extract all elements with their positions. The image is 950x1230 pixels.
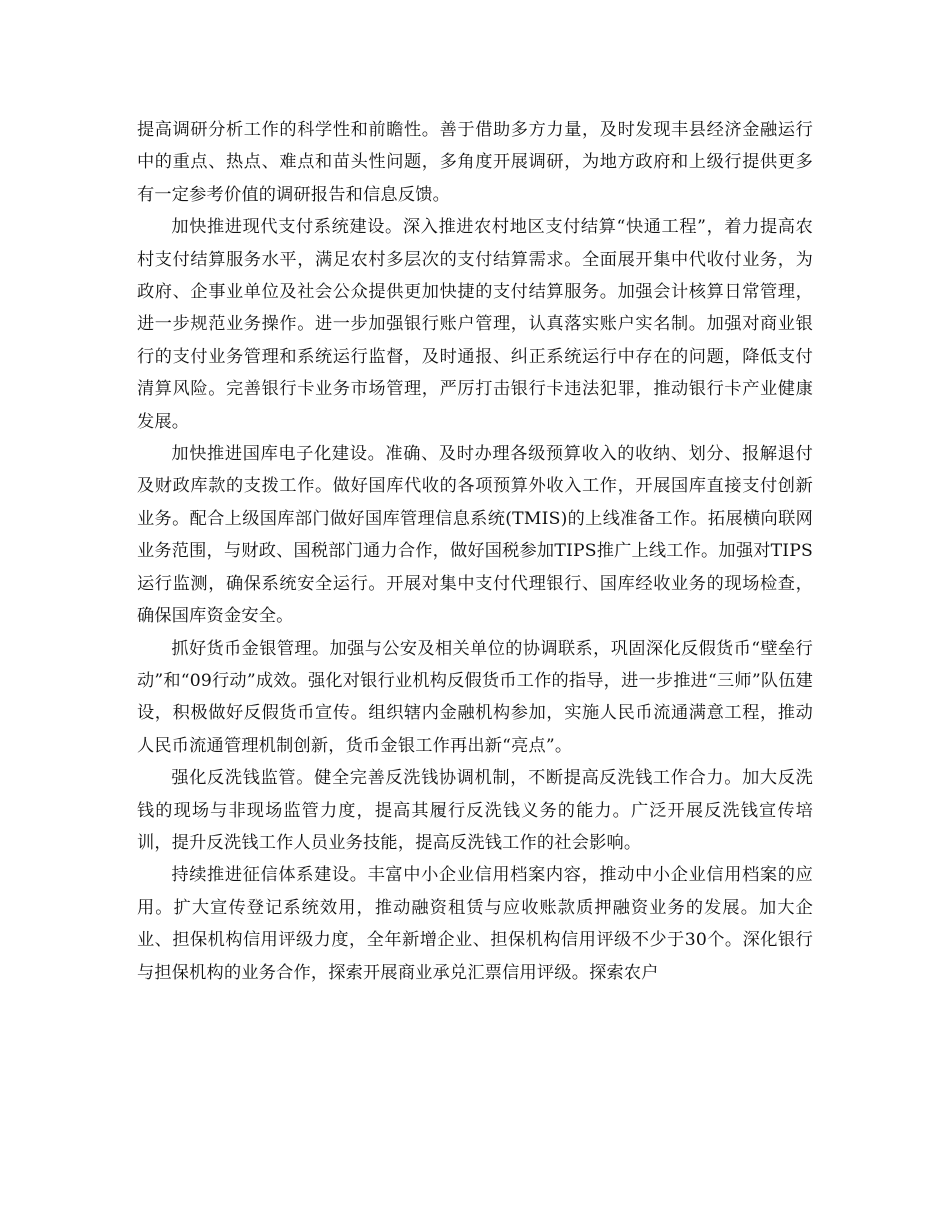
paragraph-currency: 抓好货币金银管理。加强与公安及相关单位的协调联系，巩固深化反假货币“壁垒行动”和“09行动”成效。强化对银行业机构反假货币工作的指导，进一步推进“三师”队伍建设，积极做好反假货币宣传。组织辖内金融机构参加，实施人民币流通满意工程，推动人民币流通管理机制创新，货币金银工作再出新“亮点”。	[137, 638, 813, 756]
paragraph-payment-system: 加快推进现代支付系统建设。深入推进农村地区支付结算“快通工程”，着力提高农村支付结算服务水平，满足农村多层次的支付结算需求。全面展开集中代收付业务，为政府、企事业单位及社会公众提供更加快捷的支付结算服务。加强会计核算日常管理，进一步规范业务操作。进一步加强银行账户管理，认真落实账户实名制。加强对商业银行的支付业务管理和系统运行监督，及时通报、纠正系统运行中存在的问题，降低支付清算风险。完善银行卡业务市场管理，严厉打击银行卡违法犯罪，推动银行卡产业健康发展。	[137, 217, 813, 432]
paragraph-anti-money-laundering: 强化反洗钱监管。健全完善反洗钱协调机制，不断提高反洗钱工作合力。加大反洗钱的现场与非现场监管力度，提高其履行反洗钱义务的能力。广泛开展反洗钱宣传培训，提升反洗钱工作人员业务技能，提高反洗钱工作的社会影响。	[137, 768, 813, 853]
paragraph-credit-system: 持续推进征信体系建设。丰富中小企业信用档案内容，推动中小企业信用档案的应用。扩大宣传登记系统效用，推动融资租赁与应收账款质押融资业务的发展。加大企业、担保机构信用评级力度，全年新增企业、担保机构信用评级不少于30个。深化银行与担保机构的业务合作，探索开展商业承兑汇票信用评级。探索农户	[137, 865, 813, 983]
paragraph-research: 提高调研分析工作的科学性和前瞻性。善于借助多方力量，及时发现丰县经济金融运行中的重点、热点、难点和苗头性问题，多角度开展调研，为地方政府和上级行提供更多有一定参考价值的调研报告和信息反馈。	[137, 120, 813, 205]
document-body	[137, 114, 813, 989]
paragraph-treasury: 加快推进国库电子化建设。准确、及时办理各级预算收入的收纳、划分、报解退付及财政库款的支拨工作。做好国库代收的各项预算外收入工作，开展国库直接支付创新业务。配合上级国库部门做好国库管理信息系统(TMIS)的上线准备工作。拓展横向联网业务范围，与财政、国税部门通力合作，做好国税参加TIPS推广上线工作。加强对TIPS运行监测，确保系统安全运行。开展对集中支付代理银行、国库经收业务的现场检查，确保国库资金安全。	[137, 444, 813, 627]
